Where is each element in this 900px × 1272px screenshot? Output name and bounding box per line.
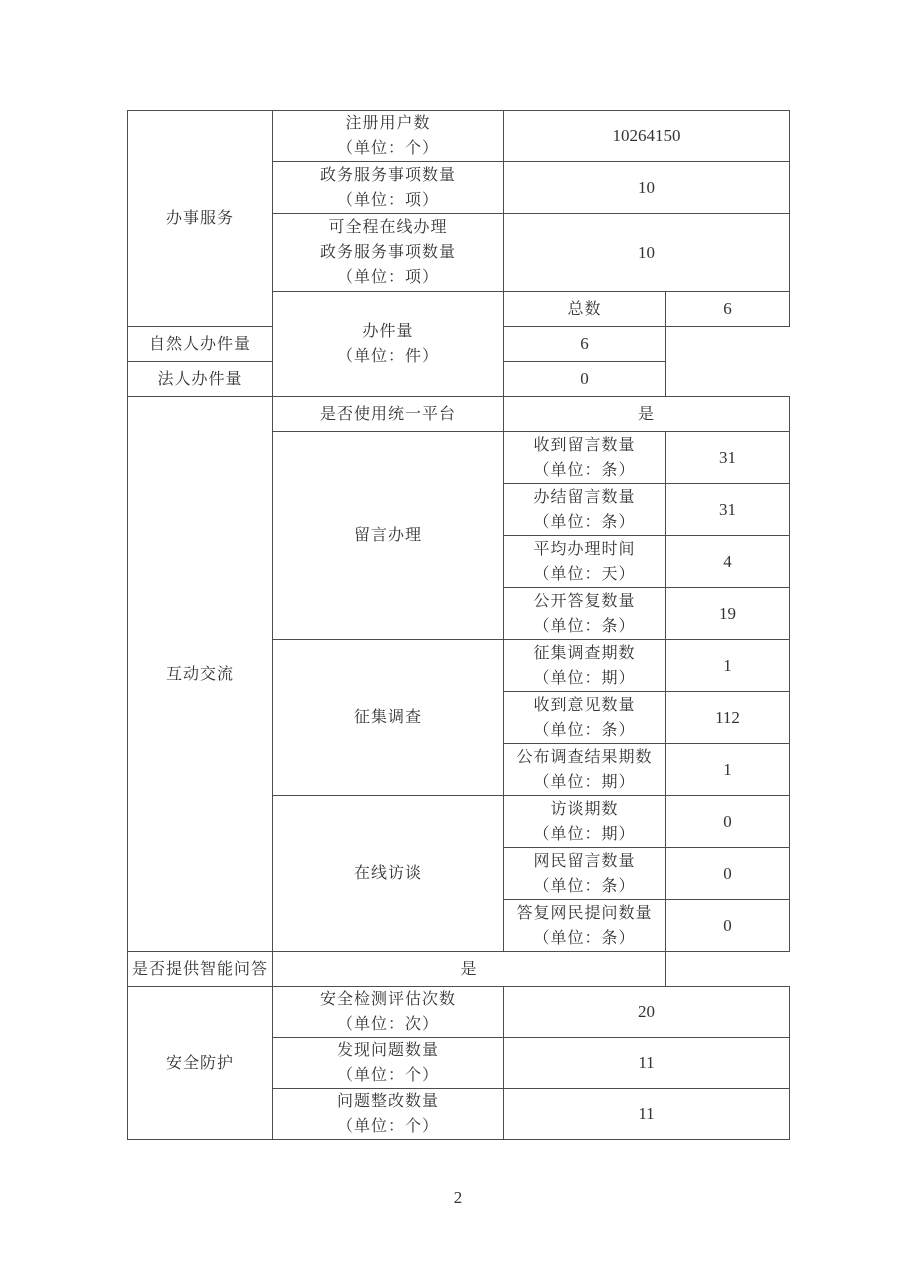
subitem-unit: （单位：条）: [533, 877, 636, 895]
item-label: 征集调查: [353, 709, 422, 726]
value-cell: 20: [504, 987, 790, 1038]
value-cell: 11: [504, 1089, 790, 1140]
subitem-unit: （单位：条）: [533, 513, 636, 531]
value-cell: 4: [666, 536, 790, 588]
item-unit: （单位：项）: [336, 191, 439, 209]
value-cell: 0: [666, 900, 790, 952]
item-cell: [273, 214, 504, 292]
category-cell: [128, 987, 273, 1140]
subitem-label: 办结留言数量: [533, 488, 636, 506]
table-row: [128, 111, 790, 162]
item-label: 留言办理: [353, 527, 422, 544]
item-unit: （单位：件）: [336, 348, 439, 365]
value-cell: 1: [666, 640, 790, 692]
item-label: 是否使用统一平台: [319, 405, 456, 423]
item-label: 发现问题数量: [336, 1042, 439, 1059]
subitem-label: 法人办件量: [157, 370, 243, 388]
value-cell: 31: [666, 432, 790, 484]
value-cell: 19: [666, 588, 790, 640]
category-cell: [128, 397, 273, 952]
subitem-cell: [504, 484, 666, 536]
subitem-unit: （单位：条）: [533, 617, 636, 635]
subitem-cell: [504, 848, 666, 900]
item-label: 注册用户数: [345, 115, 431, 132]
subitem-cell: [504, 432, 666, 484]
item-label-line1: 可全程在线办理: [328, 219, 448, 236]
item-cell: [273, 292, 504, 397]
subitem-unit: （单位：天）: [533, 565, 636, 583]
subitem-cell: [504, 640, 666, 692]
item-cell: [273, 796, 504, 952]
page-number: 2: [453, 1188, 463, 1207]
value-text: 是: [637, 405, 655, 423]
value-cell: 6: [504, 327, 666, 362]
value-cell: 11: [504, 1038, 790, 1089]
item-unit: （单位：次）: [336, 1016, 439, 1033]
item-unit: （单位：项）: [336, 269, 439, 286]
value-cell: 0: [504, 362, 666, 397]
subitem-label: 自然人办件量: [148, 335, 251, 353]
item-cell: [273, 432, 504, 640]
item-label: 办件量: [362, 323, 414, 340]
value-cell: 0: [666, 796, 790, 848]
subitem-label: 征集调查期数: [533, 644, 636, 662]
category-label: 安全防护: [165, 1054, 234, 1072]
subitem-label: 公布调查结果期数: [516, 748, 653, 766]
value-cell: [273, 952, 666, 987]
subitem-cell: [504, 536, 666, 588]
subitem-cell: [128, 362, 273, 397]
category-label: 互动交流: [165, 665, 234, 683]
item-cell: [273, 1038, 504, 1089]
table-row: [128, 952, 790, 987]
item-label: 安全检测评估次数: [319, 991, 456, 1008]
subitem-label: 平均办理时间: [533, 540, 636, 558]
subitem-unit: （单位：期）: [533, 669, 636, 687]
value-cell: 0: [666, 848, 790, 900]
table-row: [128, 397, 790, 432]
subitem-label: 网民留言数量: [533, 852, 636, 870]
subitem-unit: （单位：条）: [533, 461, 636, 479]
subitem-label: 收到留言数量: [533, 436, 636, 454]
item-label-line2: 政务服务事项数量: [319, 244, 456, 261]
table-row: [128, 987, 790, 1038]
value-cell: 1: [666, 744, 790, 796]
subitem-cell: [504, 588, 666, 640]
subitem-cell: [128, 327, 273, 362]
item-cell: [273, 111, 504, 162]
item-label: 政务服务事项数量: [319, 166, 456, 184]
item-unit: （单位：个）: [336, 140, 439, 157]
subitem-label: 总数: [567, 300, 602, 318]
item-unit: （单位：个）: [336, 1067, 439, 1084]
value-cell: [504, 397, 790, 432]
subitem-unit: （单位：条）: [533, 929, 636, 947]
category-label: 办事服务: [165, 210, 234, 227]
subitem-unit: （单位：期）: [533, 773, 636, 791]
value-text: 是: [460, 960, 478, 978]
item-cell: [273, 397, 504, 432]
subitem-label: 收到意见数量: [533, 696, 636, 714]
item-label: 问题整改数量: [336, 1093, 439, 1110]
value-cell: 31: [666, 484, 790, 536]
subitem-unit: （单位：条）: [533, 721, 636, 739]
value-cell: 10: [504, 162, 790, 214]
item-cell: [128, 952, 273, 987]
subitem-unit: （单位：期）: [533, 825, 636, 843]
value-cell: 6: [666, 292, 790, 327]
item-cell: [273, 987, 504, 1038]
item-unit: （单位：个）: [336, 1118, 439, 1135]
value-cell: 10: [504, 214, 790, 292]
subitem-cell: [504, 900, 666, 952]
item-label: 是否提供智能问答: [131, 960, 268, 978]
item-label: 在线访谈: [353, 865, 422, 882]
item-cell: [273, 162, 504, 214]
report-table: [127, 110, 790, 1140]
subitem-cell: [504, 292, 666, 327]
value-cell: 112: [666, 692, 790, 744]
subitem-label: 访谈期数: [550, 800, 619, 818]
category-cell: [128, 111, 273, 327]
subitem-label: 公开答复数量: [533, 592, 636, 610]
subitem-cell: [504, 796, 666, 848]
subitem-cell: [504, 692, 666, 744]
subitem-label: 答复网民提问数量: [516, 904, 653, 922]
item-cell: [273, 640, 504, 796]
subitem-cell: [504, 744, 666, 796]
value-cell: 10264150: [504, 111, 790, 162]
item-cell: [273, 1089, 504, 1140]
